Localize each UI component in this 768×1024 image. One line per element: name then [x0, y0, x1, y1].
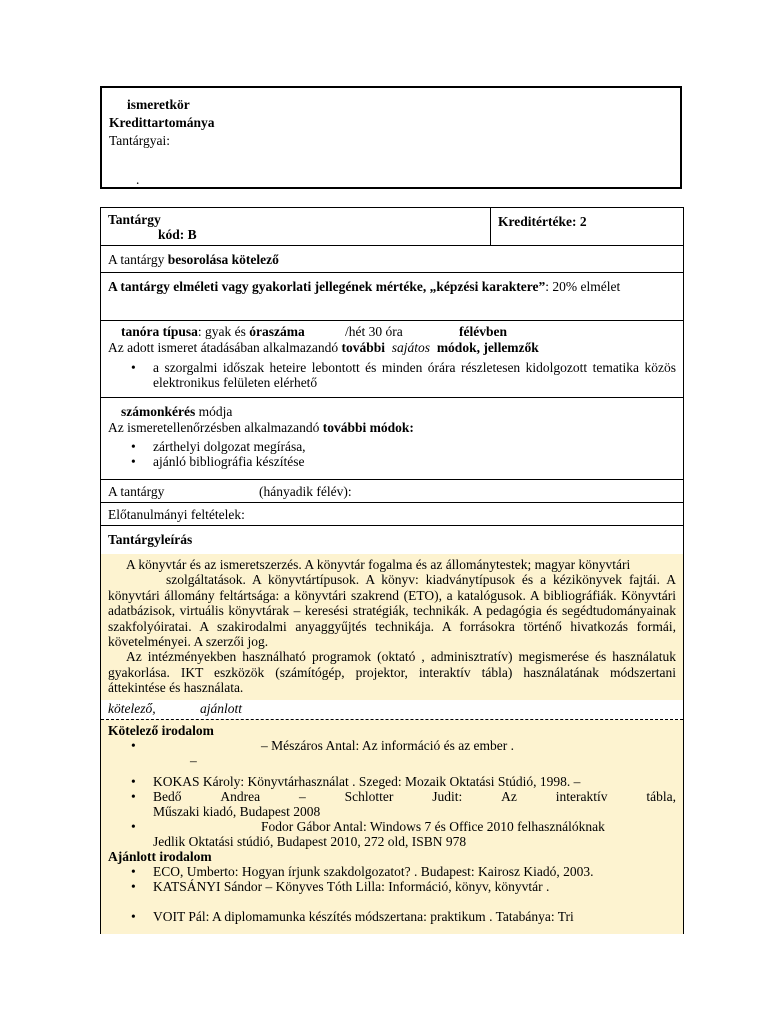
list-item: • ECO, Umberto: Hogyan írjunk szakdolgozatot? . Budapest: Kairosz Kiadó, 2003.	[131, 864, 594, 879]
list-item: • a szorgalmi időszak heteire lebontott és minden órára részletesen kidolgozott tematika közös elektronikus felületen elérhető	[131, 360, 676, 390]
credit-label: Kreditértéke: 2	[498, 214, 587, 229]
list-item: • ajánló bibliográfia készítése	[131, 454, 305, 469]
assessment-label: számonkérés	[121, 404, 196, 419]
literature-header-row	[101, 696, 683, 720]
list-item: • VOIT Pál: A diplomamunka készítés módszertana: praktikum . Tatabánya: Tri	[131, 909, 574, 924]
subject-row	[101, 208, 683, 246]
dot-mark: .	[136, 172, 140, 187]
mandatory-list	[108, 738, 676, 849]
semester-row-label: A tantárgy	[108, 484, 165, 499]
prerequisites-label: Előtanulmányi feltételek:	[108, 507, 245, 522]
methods-bold-2: módok, jellemzők	[436, 340, 539, 355]
subject-table	[100, 207, 684, 934]
subjects-label: Tantárgyai:	[109, 133, 171, 148]
list-item: • zárthelyi dolgozat megírása,	[131, 439, 306, 454]
hours-value: /hét 30 óra	[345, 324, 403, 339]
mandatory-title: Kötelező irodalom	[108, 723, 214, 738]
knowledge-area-box	[100, 86, 682, 189]
methods-list	[108, 360, 676, 390]
character-label: A tantárgy elméleti vagy gyakorlati jellegének mértéke, „képzési karaktere”	[108, 279, 546, 294]
recommended-title: Ajánlott irodalom	[108, 849, 212, 864]
description-body	[101, 554, 683, 700]
assessment-list	[108, 439, 683, 469]
recommended-word: ajánlott	[200, 701, 243, 716]
semester-label: félévben	[459, 324, 507, 339]
subject-cell	[101, 208, 491, 245]
list-item: • Bedő Andrea – Schlotter Judit: Az interaktív tábla, Műszaki kiadó, Budapest 2008	[131, 789, 676, 819]
description-para-2: Az intézményekben használható programok (oktató , adminisztratív) megismerése és használatuk gyakorlása. IKT eszközök (számítógép, projektor, interaktív tábla) használatának módszertani áttekintése és használata.	[108, 649, 676, 696]
classification-row	[101, 246, 683, 273]
mandatory-word: kötelező,	[108, 701, 156, 716]
character-row	[101, 273, 683, 321]
prerequisites-row	[101, 503, 683, 526]
assessment-more: további módok:	[322, 420, 414, 435]
semester-row	[101, 480, 683, 503]
assessment-row	[101, 398, 683, 480]
credit-range-label: Kredittartománya	[109, 115, 215, 130]
description-title: Tantárgyleírás	[108, 532, 193, 547]
hours-label: óraszáma	[249, 324, 305, 339]
knowledge-area-label: ismeretkör	[127, 97, 190, 112]
classification-prefix: A tantárgy	[108, 252, 168, 267]
semester-row-hint: (hányadik félév):	[259, 484, 352, 499]
lesson-type-value: : gyak és	[197, 324, 250, 339]
subject-label: Tantárgy	[108, 212, 161, 227]
recommended-list	[108, 864, 676, 924]
lesson-row	[101, 321, 683, 398]
character-value: : 20% elmélet	[545, 279, 621, 294]
description-row	[101, 526, 683, 696]
methods-bold-1: további	[341, 340, 386, 355]
classification-value: besorolása kötelező	[167, 252, 279, 267]
description-para-1: szolgáltatások. A könyvtártípusok. A könyv: kiadványtípusok és a kézikönyvek fajtái. A könyvtári állomány feltártsága: a könyvtári szakrend (ETO), a katalógusok. A bibliográfiák. Könyvtári adatbázisok, virtuális könyvtárak – keresési stratégiák, technikák. A pedagógia és segédtudományainak szakfolyóiratai. A szakirodalmi anyaggyűjtés technikája. A forrásokra történő hivatkozás formái, követelményei. A szerzői jog.	[108, 572, 676, 650]
list-item: • – Mészáros Antal: Az információ és az ember . –	[108, 738, 676, 768]
list-item: • KOKAS Károly: Könyvtárhasználat . Szeged: Mozaik Oktatási Stúdió, 1998. –	[131, 774, 581, 789]
list-item: • KATSÁNYI Sándor – Könyves Tóth Lilla: Információ, könyv, könyvtár .	[131, 879, 550, 894]
assessment-prefix: Az ismeretellenőrzésben alkalmazandó	[108, 420, 323, 435]
bullet: •	[131, 360, 136, 375]
assessment-mode: módja	[195, 404, 233, 419]
dash-mark: –	[190, 753, 197, 768]
code-label: kód: B	[158, 227, 197, 242]
methods-italic: sajátos	[391, 340, 431, 355]
methods-prefix: Az adott ismeret átadásában alkalmazandó	[108, 340, 342, 355]
list-item: • Fodor Gábor Antal: Windows 7 és Office 2010 felhasználóknak Jedlik Oktatási stúdió, Budapest 2010, 272 old, ISBN 978	[131, 819, 605, 849]
literature-body	[101, 720, 683, 934]
description-line-1: A könyvtár és az ismeretszerzés. A könyvtár fogalma és az állománytestek; magyar könyvtári	[126, 557, 631, 572]
lesson-type-label: tanóra típusa	[121, 324, 198, 339]
